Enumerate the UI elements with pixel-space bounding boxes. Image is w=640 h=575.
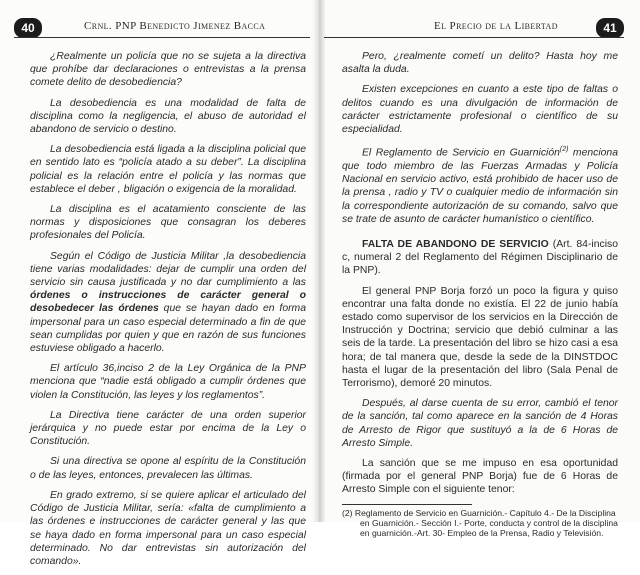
right-paragraph-3 [342,143,618,226]
left-paragraph-5-text-c: que se hayan dado en forma impersonal para un caso especial determinado a fin de que sean cumplidas por quien y que en razón de sus funciones estuviese obligado a hacerlo. [30,303,306,355]
footnote: (2) Reglamento de Servicio en Guarnición.- Capítulo 4.- De la Disciplina en Guarnición.- Sección I.- Porte, conducta y control de la disciplina en guarnición.-Art. 30- Empleo de la Prensa, Radio y Televisión. [342,507,618,539]
right-page [318,0,640,539]
right-page-body [342,50,618,539]
left-paragraph-5-emphasis: órdenes o instrucciones de carácter general o desobedecer las órdenes [30,290,306,315]
left-paragraph-3: La desobediencia está ligada a la disciplina policial que en sentido lato es “policía atado a su deber”. La disciplina policial es la relación entre el policía y las normas que establece el deber , bligación o exigencia de la moralidad. [30,144,306,195]
left-page [0,0,318,567]
left-paragraph-5 [30,250,306,356]
right-running-title: El Precio de la Libertad [434,20,558,32]
left-paragraph-2: La desobediencia es una modalidad de falta de disciplina como la negligencia, el abuso de autoridad el abandono de servicio o destino. [30,97,306,136]
left-running-title: Crnl. PNP Benedicto Jimenez Bacca [84,20,266,32]
left-paragraph-6: El artículo 36,inciso 2 de la Ley Orgánica de la PNP menciona que “nadie está obligado a cumplir órdenes que violen la Constitución, las leyes y los reglamentos”. [30,363,306,401]
section-heading-note: (Art. 84-inciso c, numeral 2 del Reglamento del Régimen Disciplinario de la PNP). [342,238,618,277]
right-paragraph-3-text-b: menciona que todo miembro de las Fuerzas Armadas y Policía Nacional en servicio activo, está prohibido de hacer uso de la prensa , radio y TV o cualquier medio de información sin la correspondiente autorización de su comando, salvo que se trate de asunto de carácter humanístico o científico. [342,147,618,225]
left-paragraph-5-text-a: Según el Código de Justicia Militar ,la desobediencia tiene varias modalidades: dejar de cumplir una orden del servicio sin causa justificada y no dar cumplimiento a las [30,250,306,289]
right-section-paragraph [342,238,618,278]
right-paragraph-3-text-a: El Reglamento de Servicio en Guarnición [362,147,560,159]
left-paragraph-4: La disciplina es el acatamiento consciente de las normas y disposiciones que consagran los deberes profesionales del Policía. [30,204,306,242]
right-paragraph-6: Después, al darse cuenta de su error, cambió el tenor de la sanción, tal como aparece en la sanción de 4 Horas de Arresto de Rigor que sustituyó a la de 6 Horas de Arresto Simple. [342,398,618,449]
left-paragraph-8: Si una directiva se opone al espíritu de la Constitución o de las leyes, entonces, prevalecen las últimas. [30,456,306,481]
right-header-rule [324,37,624,38]
footnote-reference: (2) [559,146,569,154]
section-heading: FALTA DE ABANDONO DE SERVICIO [362,238,549,250]
book-gutter-shadow [312,0,326,522]
left-page-number: 40 [14,18,42,38]
right-paragraph-2: Existen excepciones en cuanto a este tipo de faltas o delitos cuando es una divulgación de información de carácter estrictamente profesional o científico de su especialidad. [342,84,618,136]
left-page-body [30,50,306,575]
right-paragraph-7: La sanción que se me impuso en esa oportunidad (firmada por el general PNP Borja) fue de 6 Horas de Arresto Simple con el siguiente tenor: [342,457,618,496]
left-paragraph-7: La Directiva tiene carácter de una orden superior jerárquica y no puede estar por encima de la Ley o Constitución. [30,409,306,448]
right-paragraph-1: Pero, ¿realmente cometí un delito? Hasta hoy me asalta la duda. [342,51,618,76]
left-header-rule [14,37,310,38]
footnote-rule [342,504,472,505]
right-paragraph-5: El general PNP Borja forzó un poco la figura y quiso encontrar una falta donde no existía. El 22 de junio había estado como supervisor de los servicios en la Dirección de Instrucción y Doctrina; servicio que debió culminar a las seis de la tarde. La presentación del libro se hizo casi a esa hora; de tal manera que, desde la sede de la DINSTDOC hasta el lugar de la presentación del libro (Sala Penal de Terrorismo), demoré 20 minutos. [342,285,618,389]
left-paragraph-9: En grado extremo, si se quiere aplicar el articulado del Código de Justicia Militar, sería: «falta de cumplimiento a las órdenes e instrucciones de carácter general y las que se haya dado en forma impersonal para un caso especial determinado. No dar entrevistas sin autorización del comando». [30,489,306,567]
left-paragraph-1: ¿Realmente un policía que no se sujeta a la directiva que prohíbe dar declaraciones o entrevistas a la prensa comete delito de desobediencia? [30,51,306,89]
right-page-number: 41 [596,18,624,38]
